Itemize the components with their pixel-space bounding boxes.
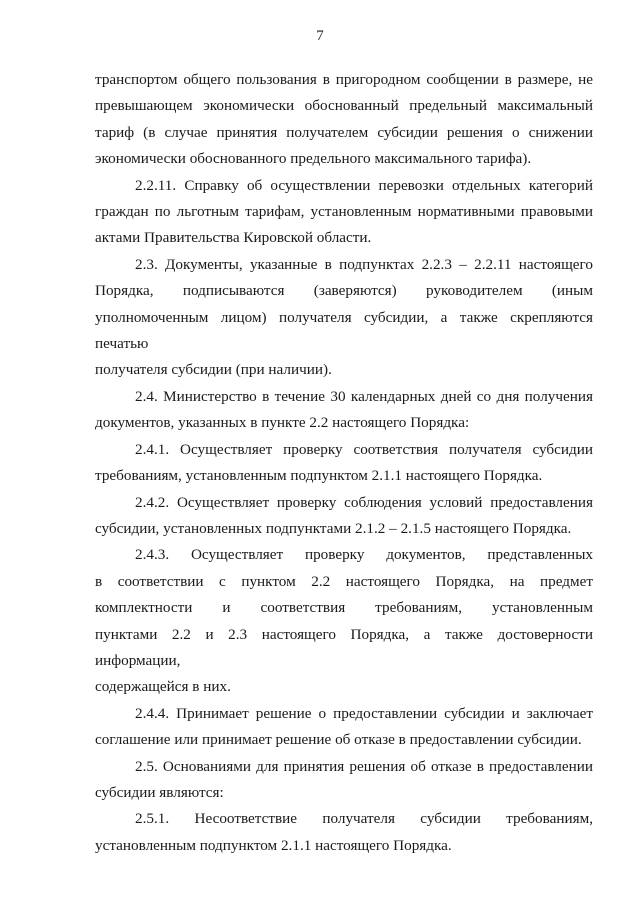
paragraph-2-4-1 [95, 437, 593, 490]
text-line: 2.4.2. Осуществляет проверку соблюдения условий предоставления [135, 493, 593, 511]
text-line: 2.4.3. Осуществляет проверку документов, представленных [135, 546, 593, 564]
text-line: получателя субсидии (при наличии). [95, 361, 332, 379]
text-line: комплектности и соответствия требованиям, установленным [95, 599, 593, 617]
paragraph-continuation [95, 67, 593, 173]
text-line: соглашение или принимает решение об отказе в предоставлении субсидии. [95, 731, 582, 749]
paragraph-2-3 [95, 252, 593, 384]
paragraph-2-2-11 [95, 173, 593, 252]
paragraph-2-4 [95, 384, 593, 437]
text-line: уполномоченным лицом) получателя субсидии, а также скрепляются печатью [95, 308, 593, 353]
text-line: Порядка, подписываются (заверяются) руководителем (иным [95, 282, 593, 300]
text-line: требованиям, установленным подпунктом 2.1.1 настоящего Порядка. [95, 467, 543, 485]
paragraph-2-4-2 [95, 490, 593, 543]
document-body [95, 67, 593, 859]
text-line: 2.5.1. Несоответствие получателя субсидии требованиям, [135, 810, 593, 828]
text-line: 2.4. Министерство в течение 30 календарных дней со дня получения [135, 387, 593, 405]
text-line: пунктами 2.2 и 2.3 настоящего Порядка, а также достоверности информации, [95, 625, 593, 669]
paragraph-2-4-3 [95, 542, 593, 700]
text-line: 2.4.4. Принимает решение о предоставлении субсидии и заключает [135, 704, 593, 722]
text-line: документов, указанных в пункте 2.2 настоящего Порядка: [95, 414, 470, 432]
text-line: субсидии, установленных подпунктами 2.1.2 – 2.1.5 настоящего Порядка. [95, 519, 572, 537]
text-line: 2.4.1. Осуществляет проверку соответствия получателя субсидии [135, 440, 593, 458]
text-line: содержащейся в них. [95, 678, 231, 696]
text-line: тариф (в случае принятия получателем субсидии решения о снижении [95, 123, 593, 141]
text-line: граждан по льготным тарифам, установленным нормативными правовыми [95, 203, 593, 221]
text-line: в соответствии с пунктом 2.2 настоящего Порядка, на предмет [95, 572, 593, 590]
text-line: 2.2.11. Справку об осуществлении перевозки отдельных категорий [135, 176, 593, 194]
page-number: 7 [316, 28, 324, 44]
text-line: субсидии являются: [95, 783, 224, 801]
text-line: экономически обоснованного предельного максимального тарифа). [95, 150, 532, 168]
text-line: актами Правительства Кировской области. [95, 229, 372, 247]
text-line: 2.5. Основаниями для принятия решения об отказе в предоставлении [135, 757, 593, 775]
paragraph-2-4-4 [95, 701, 593, 754]
text-line: установленным подпунктом 2.1.1 настоящего Порядка. [95, 836, 452, 854]
text-line: транспортом общего пользования в пригородном сообщении в размере, не [95, 71, 593, 88]
paragraph-2-5-1 [95, 806, 593, 859]
text-line: превышающем экономически обоснованный предельный максимальный [95, 97, 593, 115]
paragraph-2-5 [95, 754, 593, 807]
text-line: 2.3. Документы, указанные в подпунктах 2.2.3 – 2.2.11 настоящего [135, 255, 593, 273]
